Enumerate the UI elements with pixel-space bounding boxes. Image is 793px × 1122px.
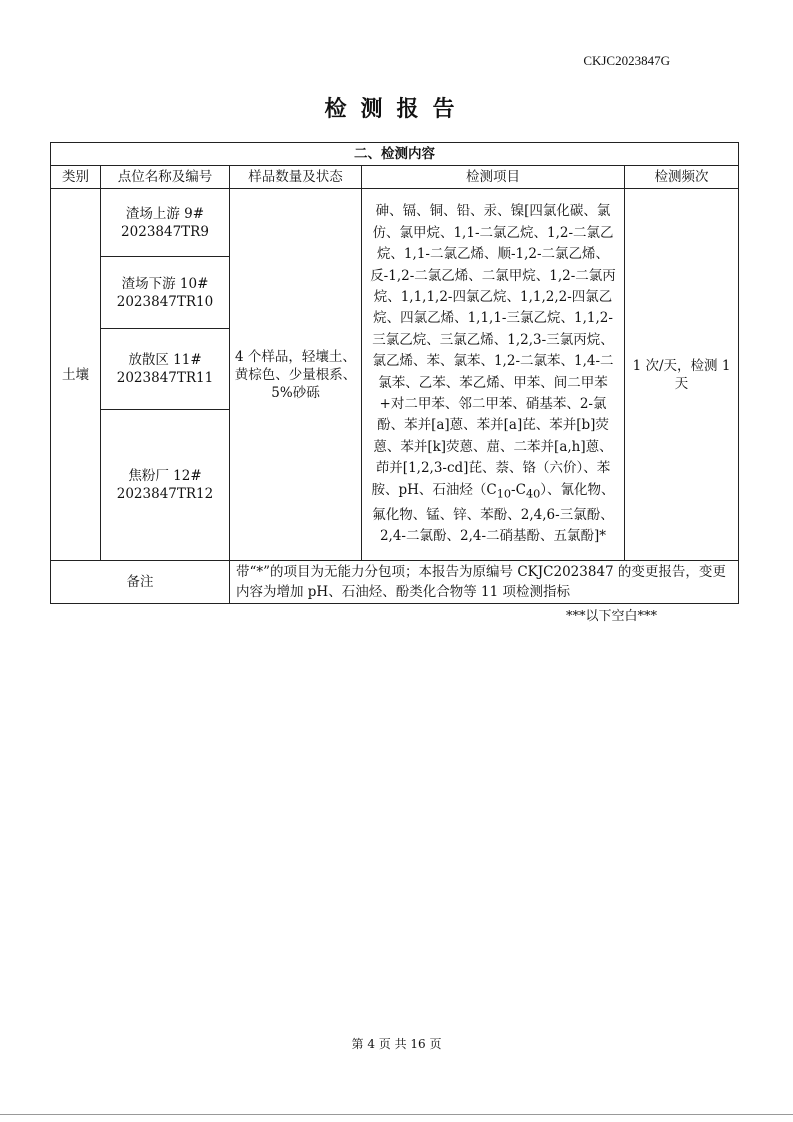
page-title: 检测报告: [324, 96, 469, 122]
items-cell: [362, 189, 625, 561]
table-row: [51, 189, 739, 257]
items-text: 砷、镉、铜、铅、汞、镍[四氯化碳、氯仿、氯甲烷、1,1-二氯乙烷、1,2-二氯乙烷、1,1-二氯乙烯、顺-1,2-二氯乙烯、反-1,2-二氯乙烯、二氯甲烷、1,2-二氯丙烷、1,1,1,2-四氯乙烷、1,1,2,2-四氯乙烷、四氯乙烯、1,1,1-三氯乙烷、1,1,2-三氯乙烷、三氯乙烯、1,2,3-三氯丙烷、氯乙烯、苯、氯苯、1,2-二氯苯、1,4-二氯苯、乙苯、苯乙烯、甲苯、间二甲苯+对二甲苯、邻二甲苯、硝基苯、2-氯酚、苯并[a]蒽、苯并[a]芘、苯并[b]荧蒽、苯并[k]荧蒽、䓛、二苯并[a,h]蒽、茚并[1,2,3-cd]芘、萘、铬（六价）、苯胺、pH、石油烃（C: [370, 203, 616, 498]
point-code: 2023847TR12: [116, 486, 214, 502]
header-items: 检测项目: [362, 166, 625, 189]
notes-text: 带“*”的项目为无能力分包项；本报告为原编号 CKJC2023847 的变更报告，变更内容为增加 pH、石油烃、酚类化合物等 11 项检测指标: [230, 561, 739, 604]
section-title: 二、检测内容: [51, 143, 739, 166]
point-name: 放散区 11#: [128, 352, 202, 368]
point-name: 焦粉厂 12#: [128, 468, 202, 484]
header-point: 点位名称及编号: [101, 166, 230, 189]
point-cell: [101, 329, 230, 410]
header-sample: 样品数量及状态: [230, 166, 362, 189]
section-title-row: [51, 143, 739, 166]
point-cell: [101, 189, 230, 257]
point-code: 2023847TR10: [116, 293, 214, 310]
notes-row: [51, 561, 739, 604]
header-category: 类别: [51, 166, 101, 189]
point-name: 渣场上游 9#: [125, 205, 205, 222]
point-code: 2023847TR9: [121, 223, 209, 240]
report-number: CKJC2023847G: [583, 53, 670, 68]
bottom-divider: [0, 1114, 793, 1115]
detection-content-table: [50, 142, 739, 604]
table-header-row: [51, 166, 739, 189]
category-cell: 土壤: [51, 189, 101, 561]
items-subscript-end: 40: [525, 487, 541, 501]
header-frequency: 检测频次: [625, 166, 739, 189]
sample-cell: 4 个样品，轻壤土、黄棕色、少量根系、5%砂砾: [230, 189, 362, 561]
notes-label: 备注: [51, 561, 230, 604]
frequency-cell: 1 次/天，检测 1 天: [625, 189, 739, 561]
items-subscript-start: 10: [496, 487, 512, 501]
items-text-tail: ）、氰化物、氟化物、锰、锌、苯酚、2,4,6-三氯酚、2,4-二氯酚、2,4-二硝基酚、五氯酚]*: [372, 481, 615, 545]
point-cell: [101, 410, 230, 561]
point-cell: [101, 257, 230, 329]
items-dash: -C: [511, 481, 526, 498]
page-number: 第 4 页 共 16 页: [351, 1037, 442, 1051]
point-code: 2023847TR11: [116, 370, 214, 386]
point-name: 渣场下游 10#: [121, 275, 209, 292]
blank-below-mark: ***以下空白***: [566, 609, 658, 624]
